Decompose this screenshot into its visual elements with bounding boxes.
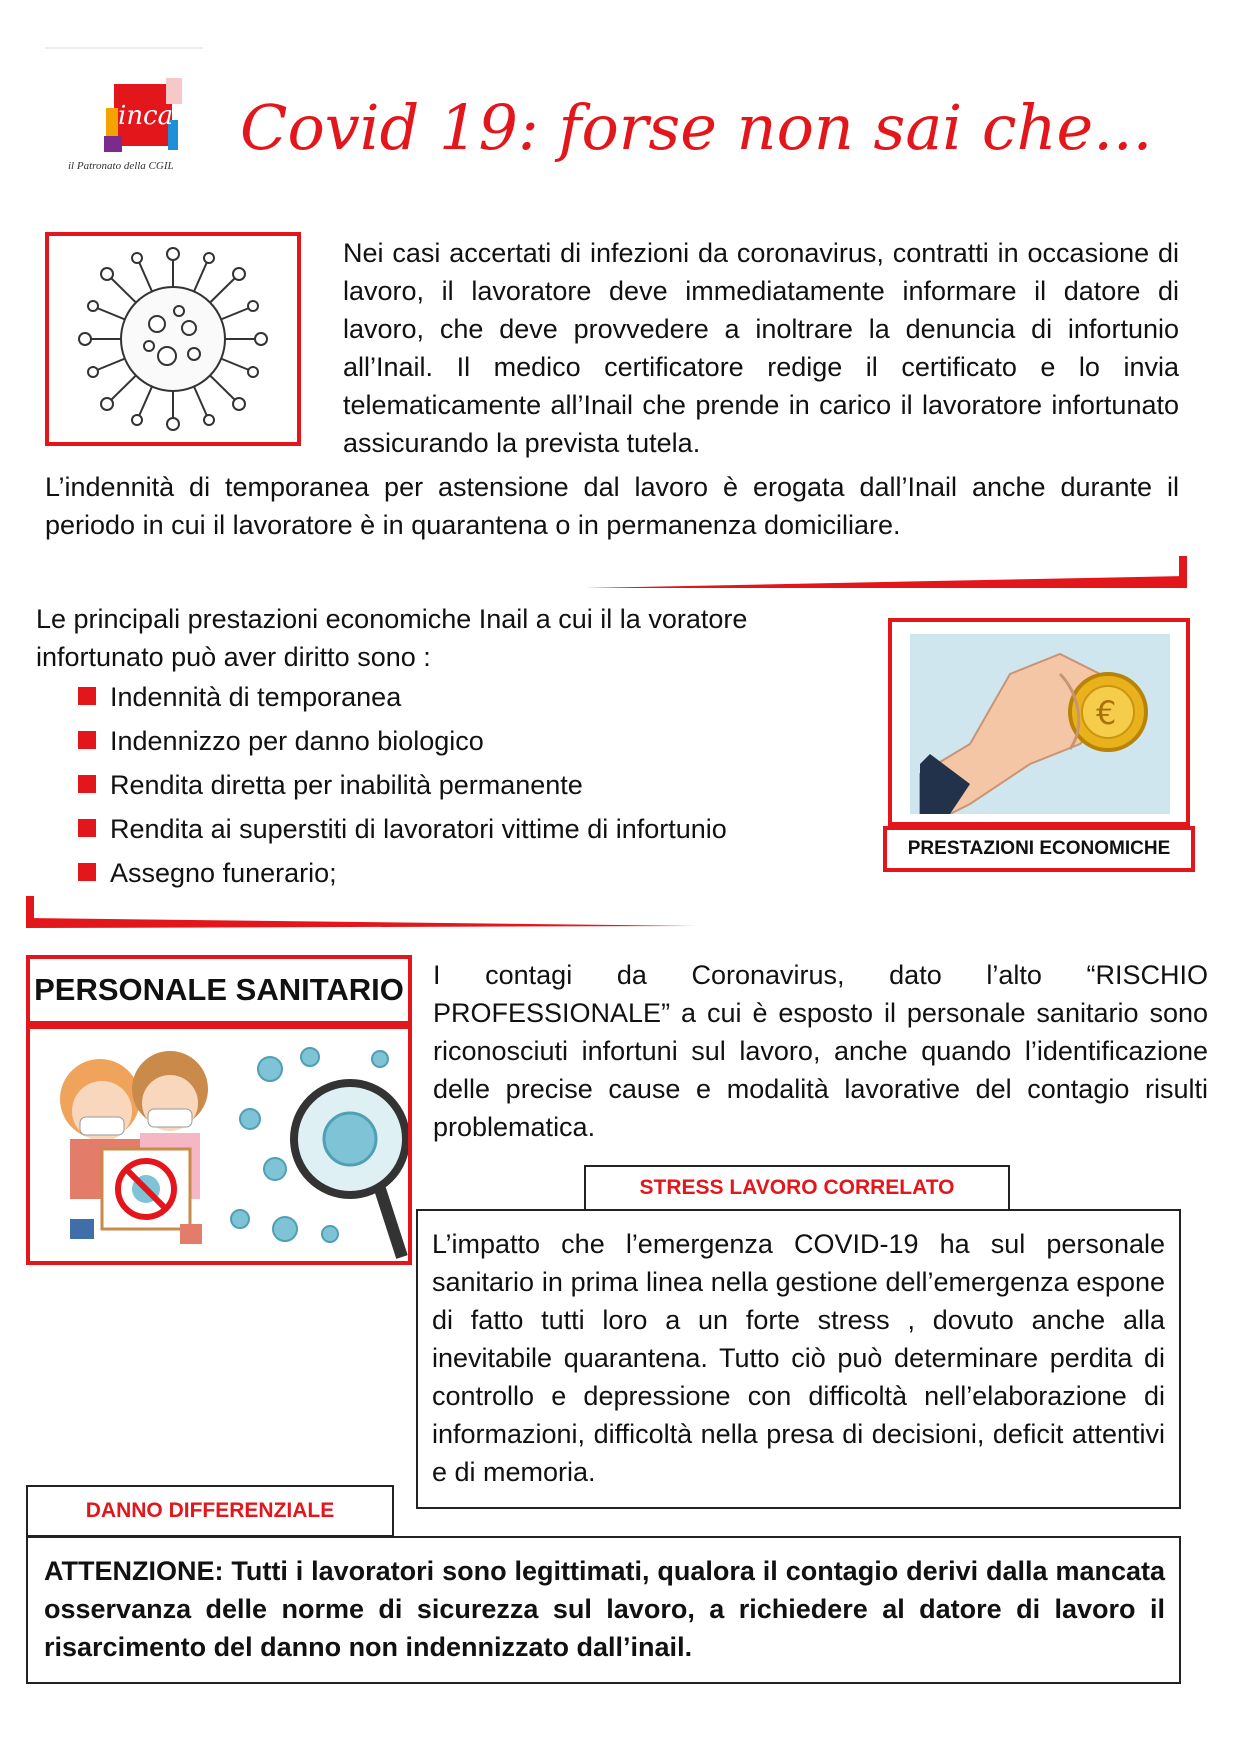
red-square-bullet-icon (78, 775, 96, 793)
red-square-bullet-icon (78, 687, 96, 705)
top-rule (45, 47, 203, 49)
svg-text:inca: inca (118, 101, 174, 131)
red-square-bullet-icon (78, 731, 96, 749)
red-divider-bottom (26, 896, 702, 932)
healthcare-title-box (26, 955, 412, 1025)
list-item: Indennizzo per danno biologico (78, 719, 838, 763)
stress-paragraph: L’impatto che l’emergenza COVID-19 ha sul personale sanitario in prima linea nella gestione dell’emergenza espone di fatto tutti loro a un forte stress , dovuto anche alla inevitabile quarantena. Tutto ciò può determinare perdita di controllo e depressione con difficoltà nell’elaborazione di informazioni, difficoltà nella presa di decisioni, deficit attentivi e di memoria. (432, 1229, 1165, 1487)
list-item: Assegno funerario; (78, 851, 838, 895)
indemnity-paragraph: L’indennità di temporanea per astensione dal lavoro è erogata dall’Inail anche durante il periodo in cui il lavoratore è in quarantena o in permanenza domiciliare. (45, 472, 1179, 540)
euro-icon: € (1096, 694, 1117, 732)
benefits-intro: Le principali prestazioni economiche Inail a cui il la voratore infortunato può aver diritto sono : (36, 604, 748, 672)
inca-logo (68, 78, 208, 178)
inca-logo-mark (96, 78, 196, 156)
list-item: Indennità di temporanea (78, 675, 838, 719)
red-divider-top (585, 556, 1197, 592)
list-item: Rendita ai superstiti di lavoratori vittime di infortunio (78, 807, 838, 851)
stress-box (416, 1209, 1181, 1509)
red-square-bullet-icon (78, 863, 96, 881)
healthcare-image-frame (26, 1025, 412, 1265)
stress-label: STRESS LAVORO CORRELATO (584, 1165, 1010, 1211)
logo-subtitle: il Patronato della CGIL (68, 160, 174, 172)
damage-paragraph: ATTENZIONE: Tutti i lavoratori sono legittimati, qualora il contagio derivi dalla mancata osservanza delle norme di sicurezza sul lavoro, a richiedere al datore di lavoro il risarcimento del danno non indennizzato dall’inail. (44, 1556, 1165, 1662)
coin-image-frame (888, 618, 1190, 826)
children-virus-illustration (30, 1029, 408, 1261)
virus-illustration (49, 236, 297, 442)
healthcare-title: PERSONALE SANITARIO (34, 972, 404, 1007)
list-item: Rendita diretta per inabilità permanente (78, 763, 838, 807)
red-square-bullet-icon (78, 819, 96, 837)
damage-box (26, 1536, 1181, 1684)
damage-label: DANNO DIFFERENZIALE (26, 1485, 394, 1537)
coin-illustration (910, 634, 1170, 814)
intro-paragraph: Nei casi accertati di infezioni da coronavirus, contratti in occasione di lavoro, il lavoratore deve immediatamente informare il datore di lavoro, che deve provvedere a inoltrare la denuncia di infortunio all’Inail. Il medico certificatore redige il certificato e lo invia telematicamente all’Inail che prende in carico il lavoratore infortunato assicurando la prevista tutela. (343, 238, 1179, 458)
healthcare-paragraph: I contagi da Coronavirus, dato l’alto “RISCHIO PROFESSIONALE” a cui è esposto il personale sanitario sono riconosciuti infortuni sul lavoro, anche quando l’identificazione delle precise cause e modalità lavorative del contagio risulti problematica. (433, 960, 1208, 1142)
benefits-image-caption: PRESTAZIONI ECONOMICHE (883, 826, 1195, 872)
virus-image-frame (45, 232, 301, 446)
page-title: Covid 19: forse non sai che... (240, 91, 1153, 164)
benefits-list (78, 675, 838, 895)
